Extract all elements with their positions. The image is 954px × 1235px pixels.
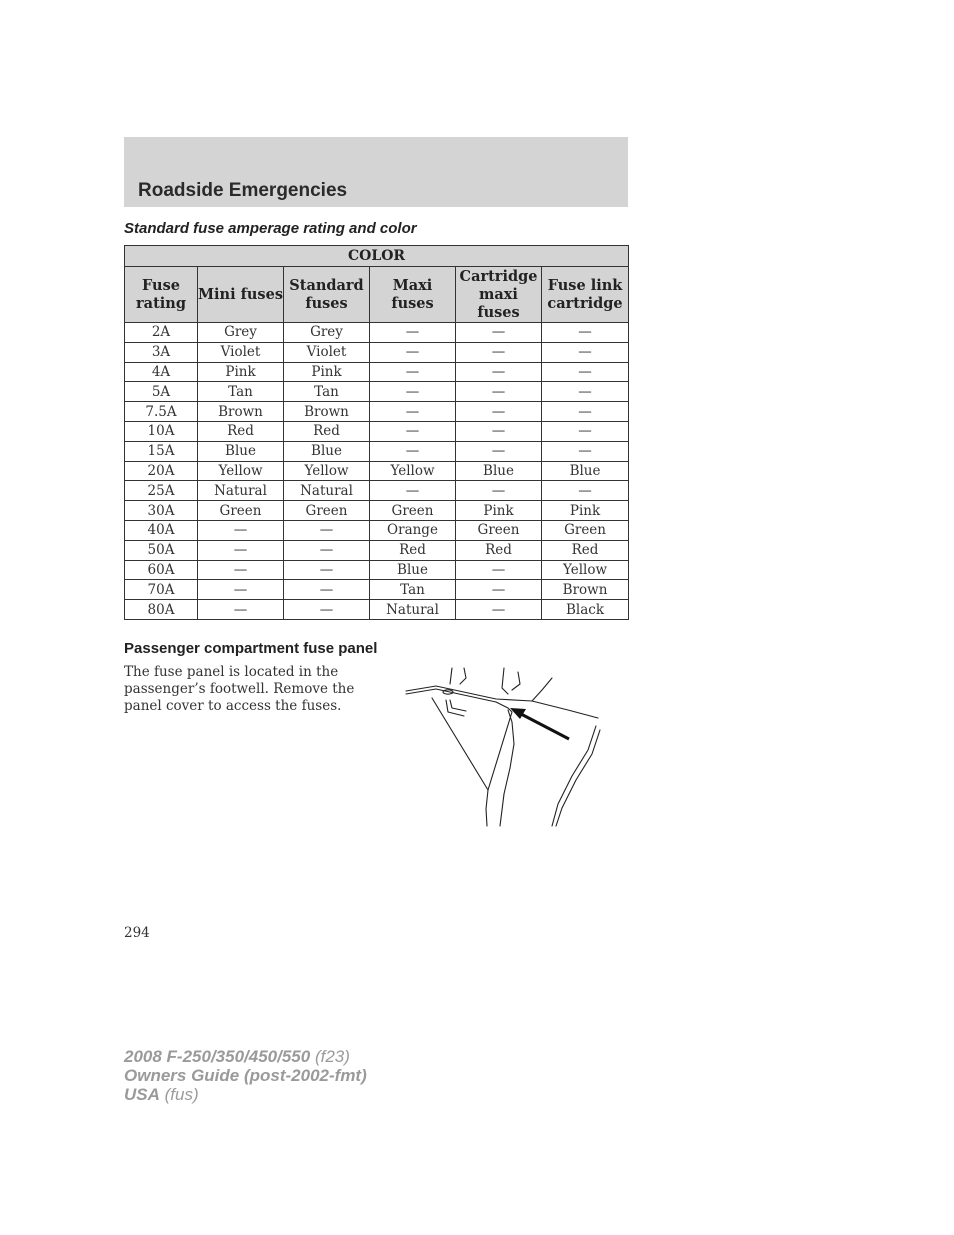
table-cell: Natural [284, 481, 370, 501]
table-cell: — [284, 600, 370, 620]
table-cell: Pink [284, 362, 370, 382]
table-cell: — [456, 323, 542, 343]
table-cell: 7.5A [125, 402, 198, 422]
table-cell: — [542, 441, 629, 461]
table-cell: 30A [125, 501, 198, 521]
footer-market: USA [124, 1085, 160, 1104]
table-row [125, 481, 629, 501]
table-cell: — [284, 520, 370, 540]
table-cell: — [456, 402, 542, 422]
table-cell: — [370, 382, 456, 402]
footer-line [124, 1066, 367, 1085]
table-cell: — [542, 382, 629, 402]
table-cell: — [456, 481, 542, 501]
table-cell: — [370, 342, 456, 362]
table-cell: — [198, 600, 284, 620]
table-row [125, 362, 629, 382]
table-cell: Green [198, 501, 284, 521]
table-cell: Yellow [284, 461, 370, 481]
passenger-panel-title: Passenger compartment fuse panel [124, 640, 378, 657]
table-cell: Blue [456, 461, 542, 481]
table-cell: 15A [125, 441, 198, 461]
table-cell: Green [542, 520, 629, 540]
table-cell: — [370, 421, 456, 441]
table-cell: 80A [125, 600, 198, 620]
table-row [125, 441, 629, 461]
footer-guide: Owners Guide (post-2002-fmt) [124, 1066, 367, 1085]
table-cell: Natural [198, 481, 284, 501]
table-cell: — [284, 540, 370, 560]
table-cell: Red [284, 421, 370, 441]
table-cell: Red [456, 540, 542, 560]
table-row [125, 323, 629, 343]
table-row [125, 560, 629, 580]
fuse-table-title: Standard fuse amperage rating and color [124, 220, 417, 237]
table-cell: — [456, 342, 542, 362]
column-header: Maxi fuses [370, 267, 456, 323]
table-cell: 5A [125, 382, 198, 402]
table-cell: — [198, 560, 284, 580]
table-row [125, 402, 629, 422]
table-cell: Red [370, 540, 456, 560]
location-arrow-icon [521, 714, 569, 739]
table-cell: Green [456, 520, 542, 540]
table-cell: — [370, 362, 456, 382]
table-cell: 2A [125, 323, 198, 343]
table-row [125, 342, 629, 362]
table-row [125, 580, 629, 600]
column-header: Standard fuses [284, 267, 370, 323]
table-cell: — [542, 362, 629, 382]
table-cell: Blue [542, 461, 629, 481]
table-cell: 10A [125, 421, 198, 441]
table-cell: — [370, 481, 456, 501]
table-cell: Red [198, 421, 284, 441]
table-row [125, 461, 629, 481]
table-cell: Brown [198, 402, 284, 422]
table-cell: Tan [198, 382, 284, 402]
footer-model: 2008 F-250/350/450/550 [124, 1047, 311, 1066]
table-cell: Brown [542, 580, 629, 600]
table-cell: Pink [542, 501, 629, 521]
section-header-band [124, 137, 628, 207]
table-cell: Red [542, 540, 629, 560]
table-cell: — [456, 421, 542, 441]
table-cell: Blue [198, 441, 284, 461]
table-cell: 60A [125, 560, 198, 580]
table-row [125, 600, 629, 620]
table-cell: — [542, 342, 629, 362]
table-cell: — [456, 362, 542, 382]
footer-model-code: (f23) [310, 1047, 350, 1066]
table-row [125, 382, 629, 402]
table-cell: Blue [284, 441, 370, 461]
column-header: Mini fuses [198, 267, 284, 323]
table-row [125, 421, 629, 441]
table-cell: — [198, 540, 284, 560]
table-cell: — [456, 580, 542, 600]
column-header: Fuse link cartridge [542, 267, 629, 323]
column-header: Fuse rating [125, 267, 198, 323]
table-cell: Green [284, 501, 370, 521]
table-cell: Orange [370, 520, 456, 540]
table-row [125, 501, 629, 521]
table-cell: — [370, 441, 456, 461]
fuse-rating-table [124, 245, 629, 620]
table-cell: Green [370, 501, 456, 521]
table-cell: 40A [125, 520, 198, 540]
table-cell: Violet [198, 342, 284, 362]
table-cell: — [370, 323, 456, 343]
table-cell: — [456, 600, 542, 620]
footer-line [124, 1085, 367, 1104]
table-cell: Grey [284, 323, 370, 343]
table-cell: — [542, 421, 629, 441]
footer-market-code: (fus) [159, 1085, 199, 1104]
table-cell: Pink [198, 362, 284, 382]
table-row [125, 540, 629, 560]
table-cell: Violet [284, 342, 370, 362]
table-cell: Yellow [198, 461, 284, 481]
page-number: 294 [124, 925, 150, 941]
table-cell: — [456, 382, 542, 402]
table-row [125, 520, 629, 540]
column-header: Cartridge maxi fuses [456, 267, 542, 323]
color-group-header: COLOR [125, 246, 629, 267]
table-cell: — [370, 402, 456, 422]
table-cell: 25A [125, 481, 198, 501]
table-cell: 4A [125, 362, 198, 382]
document-footer [124, 1047, 367, 1104]
table-cell: Pink [456, 501, 542, 521]
fuse-panel-location-illustration [400, 664, 605, 832]
fuse-table-body [125, 323, 629, 620]
table-cell: 3A [125, 342, 198, 362]
table-cell: Tan [370, 580, 456, 600]
footer-line [124, 1047, 367, 1066]
table-cell: — [542, 402, 629, 422]
table-cell: Tan [284, 382, 370, 402]
table-cell: — [284, 580, 370, 600]
table-cell: Black [542, 600, 629, 620]
table-cell: — [198, 520, 284, 540]
table-cell: — [456, 560, 542, 580]
table-cell: — [456, 441, 542, 461]
table-cell: 20A [125, 461, 198, 481]
table-cell: — [198, 580, 284, 600]
table-cell: 50A [125, 540, 198, 560]
table-cell: Brown [284, 402, 370, 422]
arrow-head-icon [510, 708, 526, 719]
passenger-panel-text: The fuse panel is located in the passenger’s footwell. Remove the panel cover to access the fuses. [124, 664, 355, 714]
table-cell: — [542, 481, 629, 501]
table-cell: Yellow [370, 461, 456, 481]
table-cell: — [542, 323, 629, 343]
table-cell: 70A [125, 580, 198, 600]
table-cell: Grey [198, 323, 284, 343]
table-cell: — [284, 560, 370, 580]
table-cell: Yellow [542, 560, 629, 580]
table-cell: Blue [370, 560, 456, 580]
table-cell: Natural [370, 600, 456, 620]
section-title: Roadside Emergencies [138, 180, 348, 201]
